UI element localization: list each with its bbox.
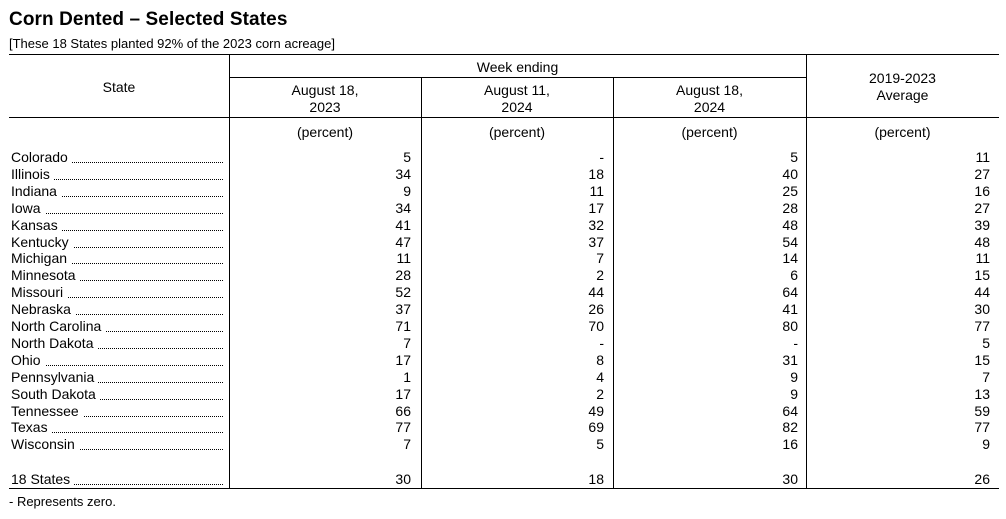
value-cell: 37 [588,233,604,250]
header-line: 2024 [693,99,726,115]
state-label: Pennsylvania [11,369,98,385]
state-cell [11,301,223,318]
unit-label: (percent) [874,124,931,140]
value-cell: 16 [782,436,798,453]
table-row [0,318,1006,335]
value-cell: 11 [396,250,411,267]
state-cell [11,335,223,352]
value-cell: 7 [403,436,411,453]
value-cell: 39 [974,216,990,233]
value-cell: 9 [403,182,411,199]
table-row [0,352,1006,369]
value-cell: 59 [974,402,990,419]
value-cell: 6 [790,267,798,284]
state-cell [11,217,223,234]
state-cell [11,369,223,386]
value-cell: 11 [975,250,990,267]
state-label: North Carolina [11,318,105,334]
state-label: South Dakota [11,386,100,402]
value-cell: 64 [782,284,798,301]
value-cell: 52 [395,284,411,301]
state-label: Nebraska [11,301,75,317]
header-bottom-rule [9,117,999,118]
table-top-rule [9,54,999,55]
table-row [0,200,1006,217]
value-cell: 11 [975,149,990,165]
value-cell: 8 [596,351,604,368]
table-row [0,217,1006,234]
value-cell: 48 [782,216,798,233]
footnote: - Represents zero. [9,494,116,509]
column-header-aug18-2023 [229,82,421,116]
state-label: Illinois [11,166,54,182]
state-cell [11,267,223,284]
table-row [0,436,1006,453]
state-label: Michigan [11,250,71,266]
state-label: Ohio [11,352,45,368]
column-header-aug11-2024 [421,82,613,116]
value-cell: - [599,334,604,351]
value-cell: 5 [403,149,411,165]
unit-label: (percent) [488,124,546,140]
value-cell: 31 [782,351,798,368]
value-cell: 26 [974,471,990,487]
value-cell: 13 [974,385,990,402]
value-cell: 82 [782,419,798,436]
state-cell [11,386,223,403]
value-cell: 64 [782,402,798,419]
state-label: Texas [11,419,52,435]
table-row [0,183,1006,200]
state-label: Indiana [11,183,61,199]
table-row [0,386,1006,403]
value-cell: 77 [974,318,990,334]
state-label: Missouri [11,284,67,300]
value-cell: 34 [395,199,411,216]
table-row [0,419,1006,436]
value-cell: 5 [596,436,604,453]
value-cell: 26 [588,301,604,318]
value-cell: 32 [588,216,604,233]
page-title: Corn Dented – Selected States [9,9,288,30]
value-cell: 49 [588,402,604,419]
state-cell [11,419,223,436]
table-row [0,166,1006,183]
value-cell: 30 [395,471,411,487]
header-line: 2023 [309,99,341,115]
week-ending-rule [229,77,806,78]
value-cell: 40 [782,165,798,182]
state-cell [11,166,223,183]
value-cell: 69 [588,419,604,436]
state-cell [11,352,223,369]
table-row [0,403,1006,420]
value-cell: 17 [395,385,411,402]
value-cell: 11 [589,182,604,199]
value-cell: 15 [974,267,990,284]
value-cell: 1 [403,368,411,385]
table-row [0,369,1006,386]
value-cell: 5 [982,334,990,351]
value-cell: 25 [782,182,798,199]
page-subtitle: [These 18 States planted 92% of the 2023 corn acreage] [9,36,335,51]
state-label: Wisconsin [11,436,79,452]
header-line: August 11, [484,82,550,98]
table-row [0,234,1006,251]
column-header-aug18-2024 [613,82,806,116]
value-cell: 34 [395,165,411,182]
header-line: 2024 [501,99,533,115]
value-cell: 2 [596,385,604,402]
state-label: Colorado [11,149,72,165]
state-cell [11,284,223,301]
table-bottom-rule [9,488,999,489]
value-cell: 28 [395,267,411,284]
state-cell [11,471,223,488]
state-column-header: State [102,79,136,95]
value-cell: 9 [790,385,798,402]
table-row [0,301,1006,318]
table-row [0,284,1006,301]
state-cell [11,436,223,453]
value-cell: - [793,334,798,351]
value-cell: 9 [790,368,798,385]
value-cell: 54 [782,233,798,250]
state-cell [11,250,223,267]
value-cell: 2 [596,267,604,284]
state-label: Kansas [11,217,62,233]
value-cell: 37 [395,301,411,318]
value-cell: 47 [395,233,411,250]
week-ending-header: Week ending [476,59,559,75]
state-label: Tennessee [11,403,83,419]
value-cell: 44 [974,284,990,301]
state-label: North Dakota [11,335,97,351]
table-row [0,250,1006,267]
unit-label: (percent) [681,124,738,140]
value-cell: 66 [395,402,411,419]
header-line: August 18, [676,82,743,98]
value-cell: 7 [403,334,411,351]
header-line: August 18, [291,82,359,98]
value-cell: 71 [395,318,411,334]
value-cell: 17 [395,351,411,368]
table-row [0,335,1006,352]
state-cell [11,318,223,335]
value-cell: 27 [974,199,990,216]
unit-label: (percent) [296,124,354,140]
state-cell [11,149,223,166]
value-cell: 30 [782,471,798,487]
value-cell: 48 [974,233,990,250]
value-cell: 77 [395,419,411,436]
value-cell: 41 [782,301,798,318]
table-row [0,267,1006,284]
value-cell: 28 [782,199,798,216]
state-cell [11,403,223,420]
value-cell: - [599,149,604,165]
column-header-average [806,70,999,104]
value-cell: 4 [596,368,604,385]
state-label: Kentucky [11,234,73,250]
total-row [0,471,1006,488]
state-cell [11,183,223,200]
value-cell: 80 [782,318,798,334]
value-cell: 5 [790,149,798,165]
state-label: Minnesota [11,267,80,283]
value-cell: 77 [974,419,990,436]
header-line: 2019-2023 [869,70,936,86]
value-cell: 7 [982,368,990,385]
value-cell: 16 [974,182,990,199]
value-cell: 14 [782,250,798,267]
value-cell: 44 [588,284,604,301]
value-cell: 9 [982,436,990,453]
value-cell: 18 [588,471,604,487]
value-cell: 41 [395,216,411,233]
state-cell [11,234,223,251]
value-cell: 27 [974,165,990,182]
state-cell [11,200,223,217]
value-cell: 30 [974,301,990,318]
state-label: 18 States [11,471,74,487]
header-line: Average [876,87,929,103]
value-cell: 18 [588,165,604,182]
value-cell: 17 [588,199,604,216]
value-cell: 70 [588,318,604,334]
state-label: Iowa [11,200,45,216]
table-row [0,149,1006,166]
value-cell: 7 [596,250,604,267]
value-cell: 15 [974,351,990,368]
